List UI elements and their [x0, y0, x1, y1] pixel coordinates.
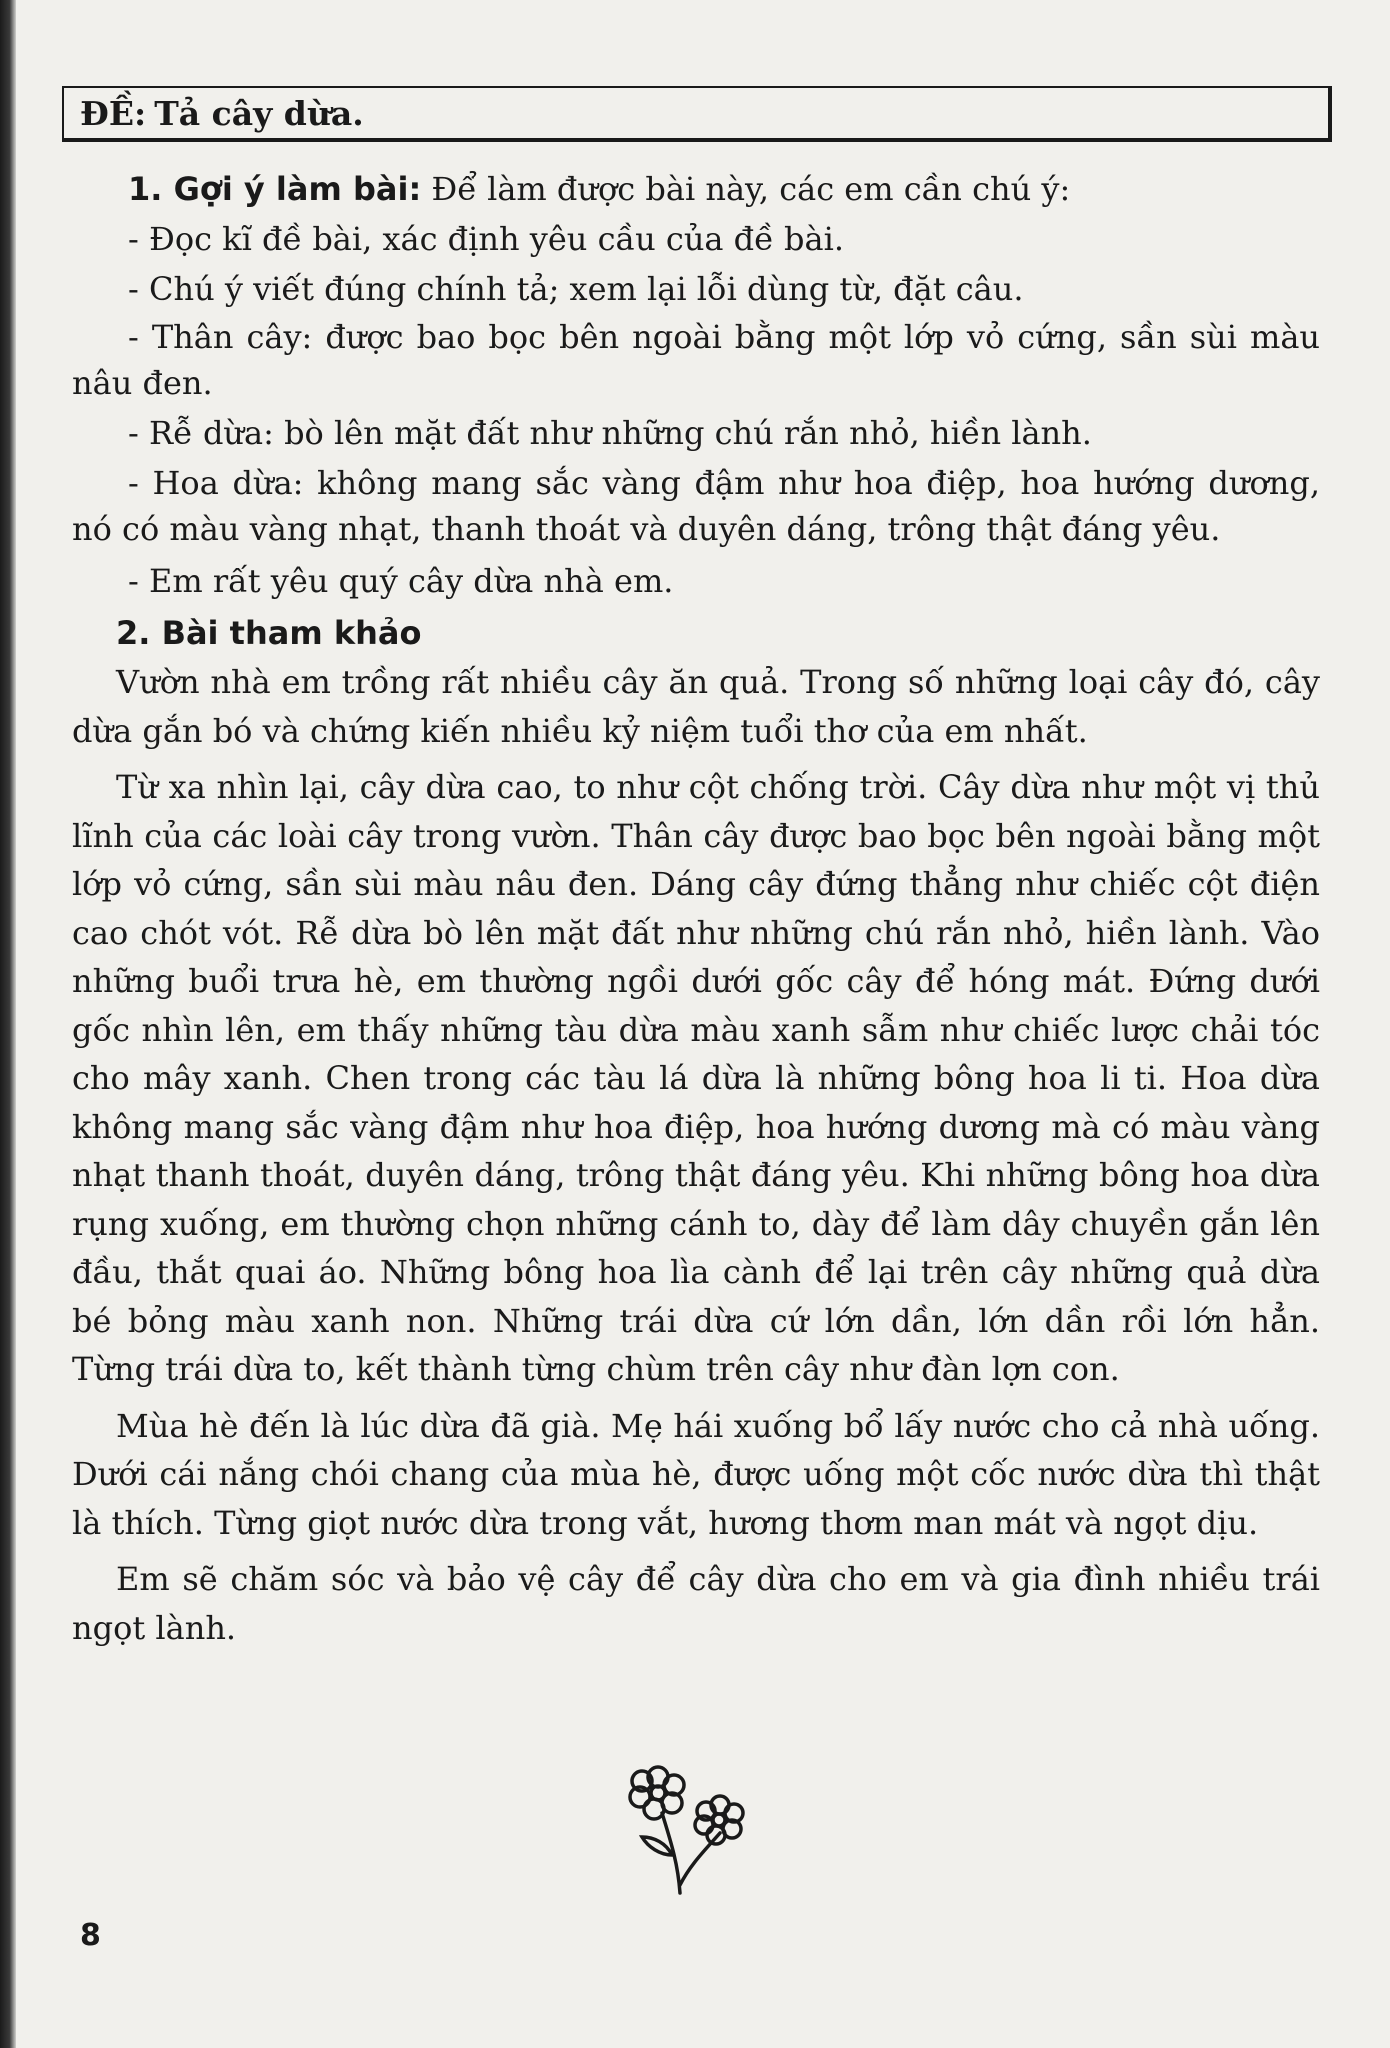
exercise-title-box	[62, 86, 1332, 142]
guide-item: - Hoa dừa: không mang sắc vàng đậm như hoa điệp, hoa hướng dương, nó có màu vàng nhạt, thanh thoát và duyên dáng, trông thật đáng yêu.	[72, 464, 1320, 548]
page-number: 8	[80, 1918, 101, 1953]
guide-heading: 1. Gợi ý làm bài:	[128, 170, 422, 208]
guide-item: - Thân cây: được bao bọc bên ngoài bằng một lớp vỏ cứng, sần sùi màu nâu đen.	[72, 318, 1320, 402]
writing-guide-section	[72, 164, 1320, 606]
guide-intro-line	[72, 164, 1320, 214]
exercise-title: Tả cây dừa.	[154, 93, 364, 133]
essay-paragraph: Vườn nhà em trồng rất nhiều cây ăn quả. Trong số những loại cây đó, cây dừa gắn bó và chứng kiến nhiều kỷ niệm tuổi thơ của em nhất.	[72, 663, 1320, 750]
exercise-label: ĐỀ:	[80, 93, 147, 133]
guide-item: - Đọc kĩ đề bài, xác định yêu cầu của đề bài.	[128, 220, 844, 258]
essay-paragraph: Em sẽ chăm sóc và bảo vệ cây để cây dừa cho em và gia đình nhiều trái ngọt lành.	[72, 1560, 1320, 1647]
flower-icon	[610, 1755, 760, 1895]
essay-paragraph: Từ xa nhìn lại, cây dừa cao, to như cột chống trời. Cây dừa như một vị thủ lĩnh của các loài cây trong vườn. Thân cây được bao bọc bên ngoài bằng một lớp vỏ cứng, sần sùi màu nâu đen. Dáng cây đứng thẳng như chiếc cột điện cao chót vót. Rễ dừa bò lên mặt đất như những chú rắn nhỏ, hiền lành. Vào những buổi trưa hè, em thường ngồi dưới gốc cây để hóng mát. Đứng dưới gốc nhìn lên, em thấy những tàu dừa màu xanh sẫm như chiếc lược chải tóc cho mây xanh. Chen trong các tàu lá dừa là những bông hoa li ti. Hoa dừa không mang sắc vàng đậm như hoa điệp, hoa hướng dương mà có màu vàng nhạt thanh thoát, duyên dáng, trông thật đáng yêu. Khi những bông hoa dừa rụng xuống, em thường chọn những cánh to, dày để làm dây chuyền gắn lên đầu, thắt quai áo. Những bông hoa lìa cành để lại trên cây những quả dừa bé bỏng màu xanh non. Những trái dừa cứ lớn dần, lớn dần rồi lớn hẳn. Từng trái dừa to, kết thành từng chùm trên cây như đàn lợn con.	[72, 768, 1320, 1388]
guide-item: - Chú ý viết đúng chính tả; xem lại lỗi dùng từ, đặt câu.	[128, 270, 1024, 308]
essay-paragraph: Mùa hè đến là lúc dừa đã già. Mẹ hái xuống bổ lấy nước cho cả nhà uống. Dưới cái nắng chói chang của mùa hè, được uống một cốc nước dừa thì thật là thích. Từng giọt nước dừa trong vắt, hương thơm man mát và ngọt dịu.	[72, 1406, 1320, 1542]
guide-intro: Để làm được bài này, các em cần chú ý:	[431, 170, 1071, 208]
guide-item: - Em rất yêu quý cây dừa nhà em.	[128, 562, 674, 600]
guide-item: - Rễ dừa: bò lên mặt đất như những chú rắn nhỏ, hiền lành.	[128, 414, 1092, 452]
reference-heading: 2. Bài tham khảo	[116, 614, 422, 652]
page-content	[72, 164, 1320, 1660]
reference-essay	[72, 658, 1320, 1652]
